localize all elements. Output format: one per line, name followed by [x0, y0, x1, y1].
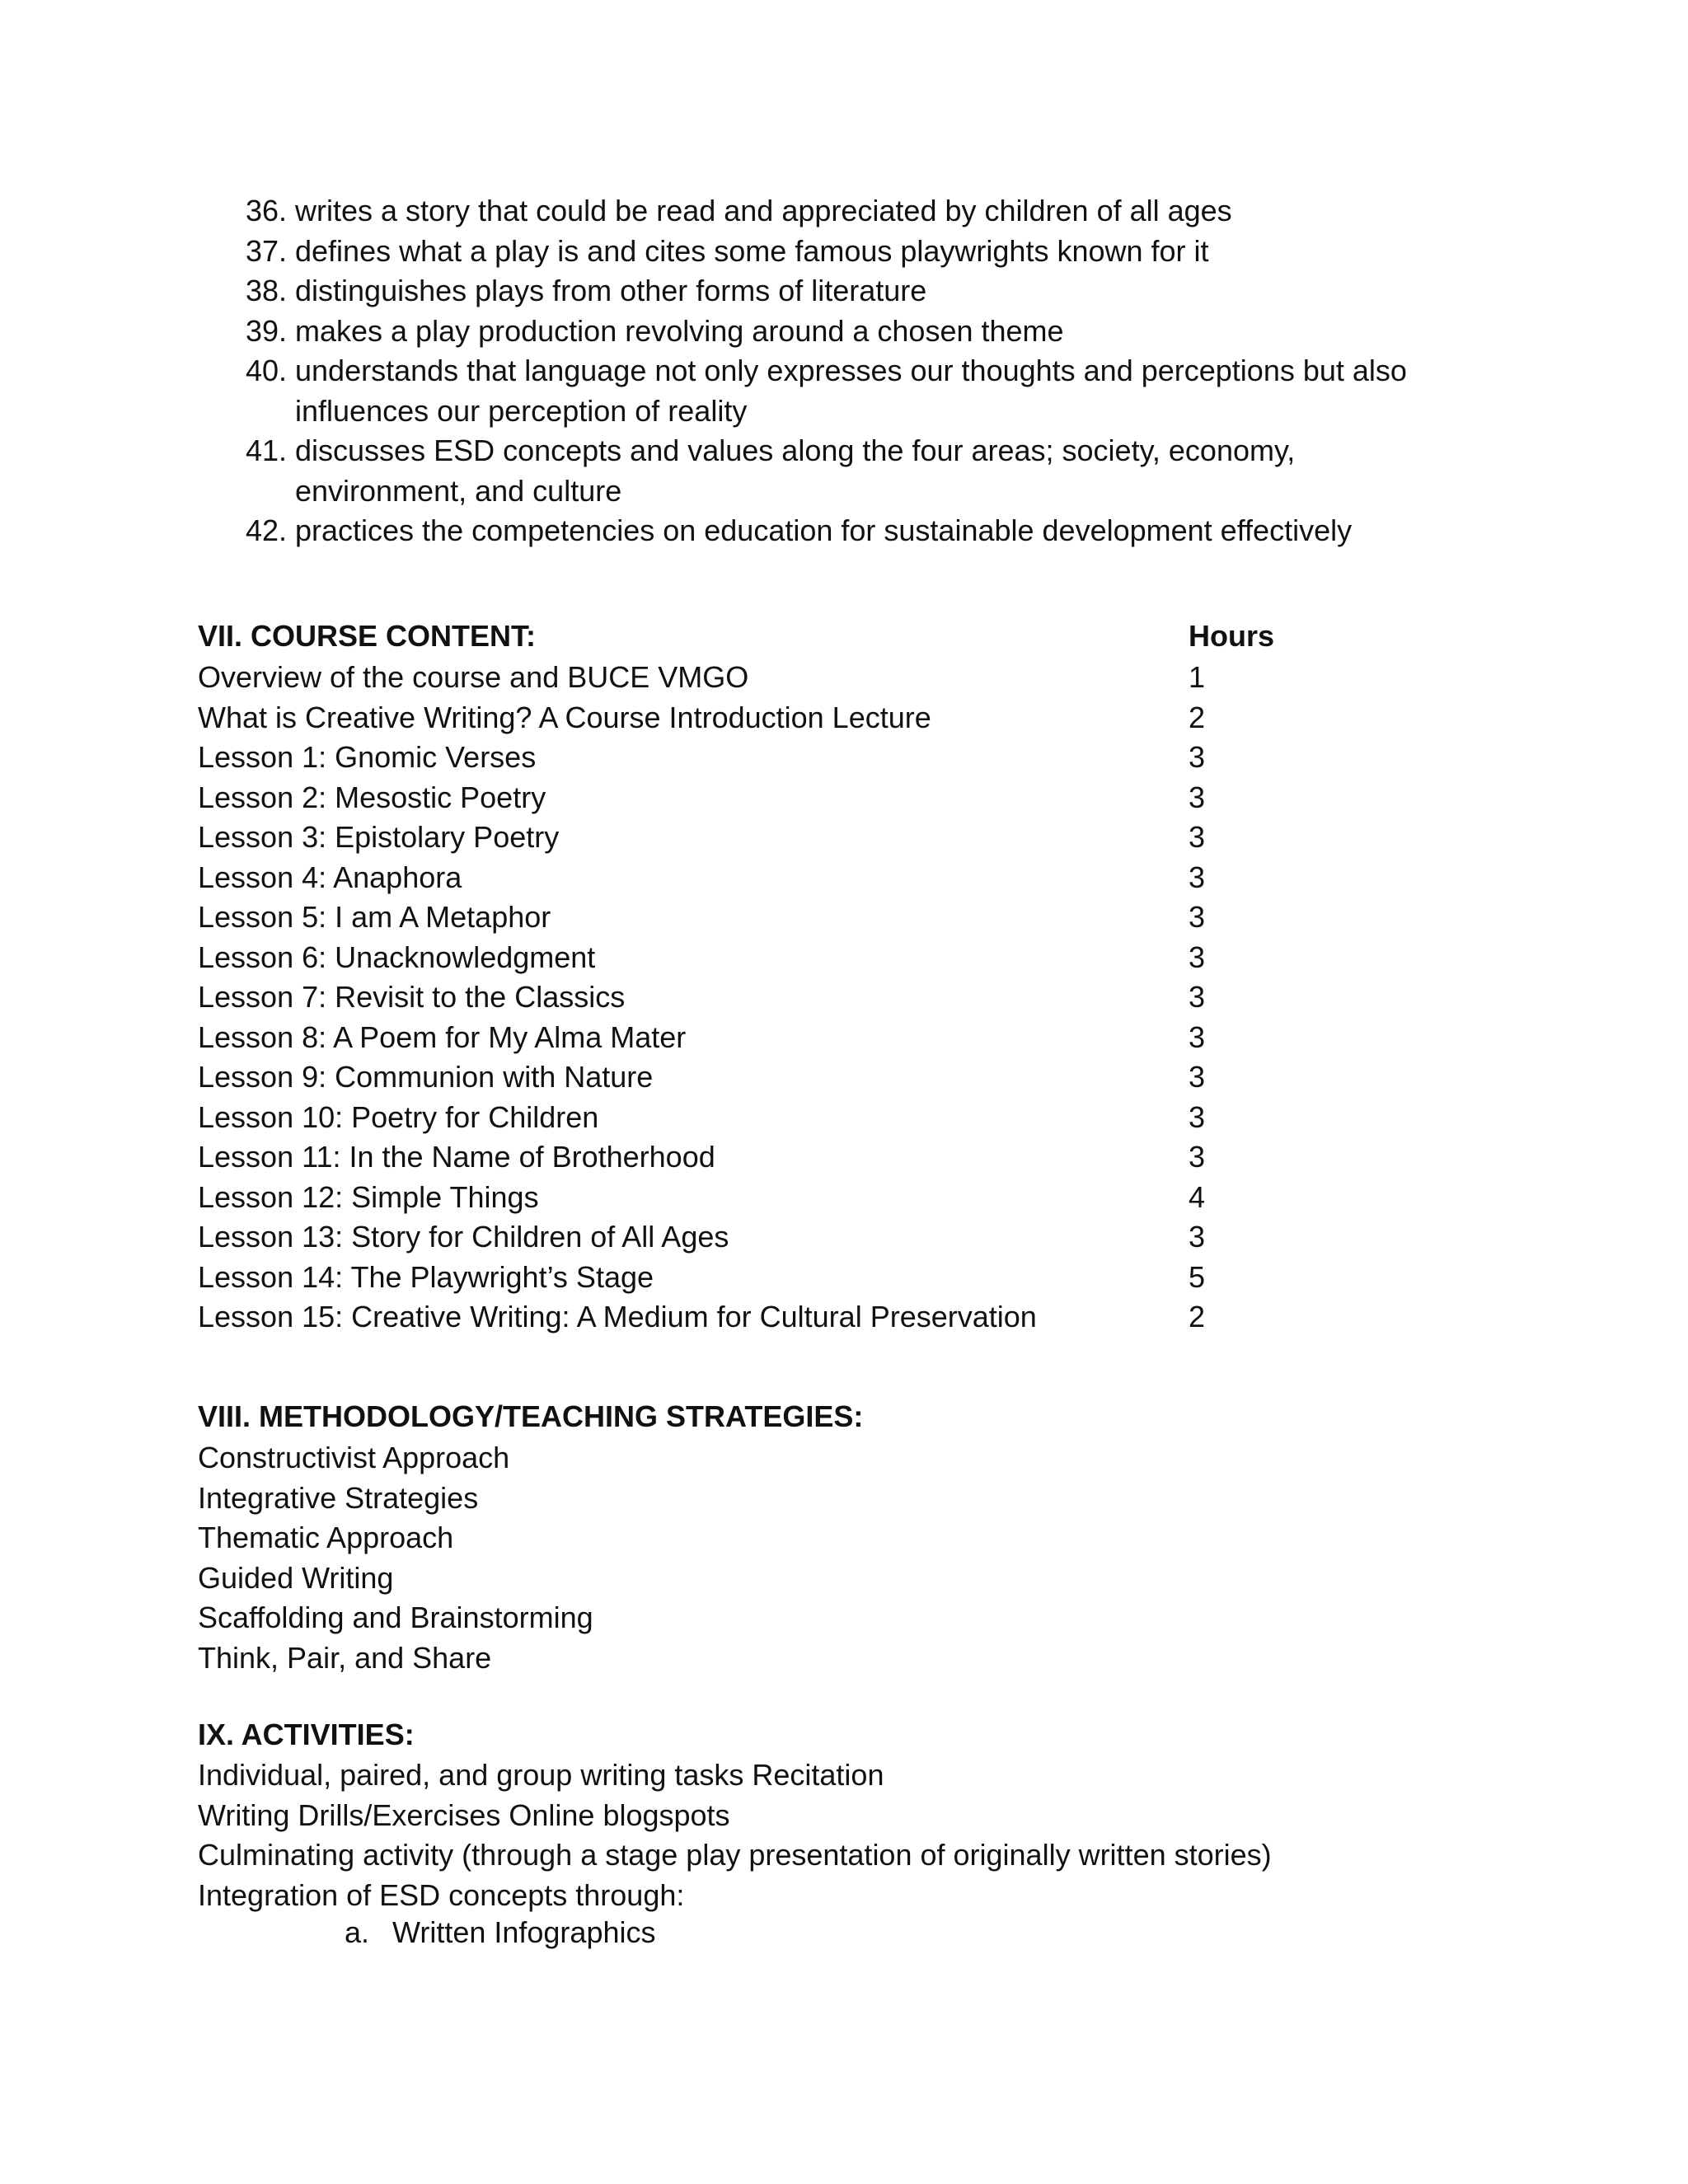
list-item: Culminating activity (through a stage play presentation of originally written stories) [198, 1838, 1272, 1872]
item-number: 37. [246, 233, 288, 268]
learning-outcomes-list [246, 191, 1482, 551]
hours-cell: 4 [1189, 1179, 1206, 1214]
table-row [198, 938, 1269, 978]
topic-cell: Lesson 15: Creative Writing: A Medium for Cultural Preservation [198, 1300, 1037, 1333]
item-text: makes a play production revolving around a chosen theme [295, 313, 1064, 348]
topic-cell: Lesson 11: In the Name of Brotherhood [198, 1140, 715, 1174]
topic-cell: Lesson 13: Story for Children of All Ages [198, 1220, 729, 1254]
course-content-table [198, 658, 1269, 1338]
table-row [198, 1178, 1269, 1218]
table-row [198, 738, 1269, 778]
sub-item-text: Written Infographics [392, 1915, 656, 1949]
table-row [198, 1018, 1269, 1058]
methodology-heading: VIII. METHODOLOGY/TEACHING STRATEGIES: [198, 1399, 864, 1433]
list-item [246, 312, 1482, 352]
activities-heading: IX. ACTIVITIES: [198, 1718, 415, 1751]
hours-cell: 2 [1189, 700, 1206, 734]
hours-cell: 3 [1189, 1220, 1206, 1254]
hours-cell: 1 [1189, 660, 1206, 694]
topic-cell: Lesson 7: Revisit to the Classics [198, 980, 626, 1014]
activities-list [198, 1755, 1272, 1915]
item-number: 36. [246, 194, 288, 227]
table-row [198, 698, 1269, 738]
topic-cell: Lesson 1: Gnomic Verses [198, 740, 537, 774]
table-row [198, 858, 1269, 898]
topic-cell: Lesson 14: The Playwright’s Stage [198, 1259, 654, 1294]
hours-cell: 3 [1189, 1060, 1206, 1094]
list-item [246, 271, 1482, 312]
topic-cell: Overview of the course and BUCE VMGO [198, 660, 749, 694]
topic-cell: Lesson 5: I am A Metaphor [198, 900, 551, 934]
list-item: Guided Writing [198, 1560, 394, 1595]
table-row [198, 1057, 1269, 1098]
topic-cell: Lesson 4: Anaphora [198, 860, 462, 894]
item-number: 40. [246, 354, 288, 387]
list-item: Individual, paired, and group writing tasks Recitation [198, 1758, 884, 1792]
table-row [198, 977, 1269, 1018]
list-item: Scaffolding and Brainstorming [198, 1601, 593, 1634]
item-text: practices the competencies on education for sustainable development effectively [295, 513, 1353, 547]
activities-sub-item [345, 1913, 655, 1953]
list-item [246, 351, 1474, 431]
hours-cell: 3 [1189, 940, 1206, 974]
item-text: distinguishes plays from other forms of literature [295, 274, 927, 307]
item-number: 38. [246, 274, 288, 307]
item-number: 42. [246, 513, 288, 547]
table-row [198, 898, 1269, 938]
topic-cell: Lesson 3: Epistolary Poetry [198, 820, 560, 854]
item-number: 41. [246, 434, 288, 467]
list-item [246, 511, 1482, 551]
list-item [246, 191, 1482, 232]
table-row [198, 1137, 1269, 1178]
topic-cell: Lesson 8: A Poem for My Alma Mater [198, 1019, 687, 1054]
hours-cell: 2 [1189, 1300, 1206, 1333]
item-text: understands that language not only expresses our thoughts and perceptions but also influences our perception of reality [295, 354, 1407, 428]
methodology-list [198, 1438, 593, 1678]
hours-cell: 3 [1189, 1140, 1206, 1174]
topic-cell: Lesson 12: Simple Things [198, 1179, 539, 1214]
hours-column-heading: Hours [1189, 619, 1275, 653]
hours-cell: 3 [1189, 1019, 1206, 1054]
item-number: 39. [246, 313, 288, 348]
topic-cell: Lesson 10: Poetry for Children [198, 1099, 599, 1134]
hours-cell: 3 [1189, 1099, 1206, 1134]
topic-cell: Lesson 6: Unacknowledgment [198, 940, 596, 974]
table-row [198, 1217, 1269, 1258]
table-row [198, 818, 1269, 858]
table-row [198, 658, 1269, 698]
table-row [198, 778, 1269, 818]
sub-item-letter: a. [345, 1915, 370, 1949]
item-text: defines what a play is and cites some famous playwrights known for it [295, 233, 1209, 268]
table-row [198, 1258, 1269, 1298]
hours-cell: 5 [1189, 1259, 1206, 1294]
topic-cell: Lesson 2: Mesostic Poetry [198, 780, 546, 814]
list-item: Integration of ESD concepts through: [198, 1877, 685, 1912]
hours-cell: 3 [1189, 860, 1206, 894]
list-item: Writing Drills/Exercises Online blogspots [198, 1797, 730, 1832]
hours-cell: 3 [1189, 820, 1206, 854]
table-row [198, 1297, 1269, 1338]
topic-cell: Lesson 9: Communion with Nature [198, 1060, 654, 1094]
item-text: writes a story that could be read and appreciated by children of all ages [295, 194, 1232, 227]
course-content-heading: VII. COURSE CONTENT: [198, 619, 537, 653]
hours-cell: 3 [1189, 980, 1206, 1014]
hours-cell: 3 [1189, 900, 1206, 934]
item-text: discusses ESD concepts and values along the four areas; society, economy, environment, and culture [295, 434, 1296, 508]
list-item: Integrative Strategies [198, 1480, 479, 1515]
hours-cell: 3 [1189, 740, 1206, 774]
list-item: Thematic Approach [198, 1521, 454, 1554]
list-item: Constructivist Approach [198, 1441, 510, 1474]
list-item: Think, Pair, and Share [198, 1640, 492, 1675]
list-item [246, 232, 1482, 272]
table-row [198, 1098, 1269, 1138]
list-item [246, 431, 1367, 511]
hours-cell: 3 [1189, 780, 1206, 814]
topic-cell: What is Creative Writing? A Course Introduction Lecture [198, 700, 931, 734]
